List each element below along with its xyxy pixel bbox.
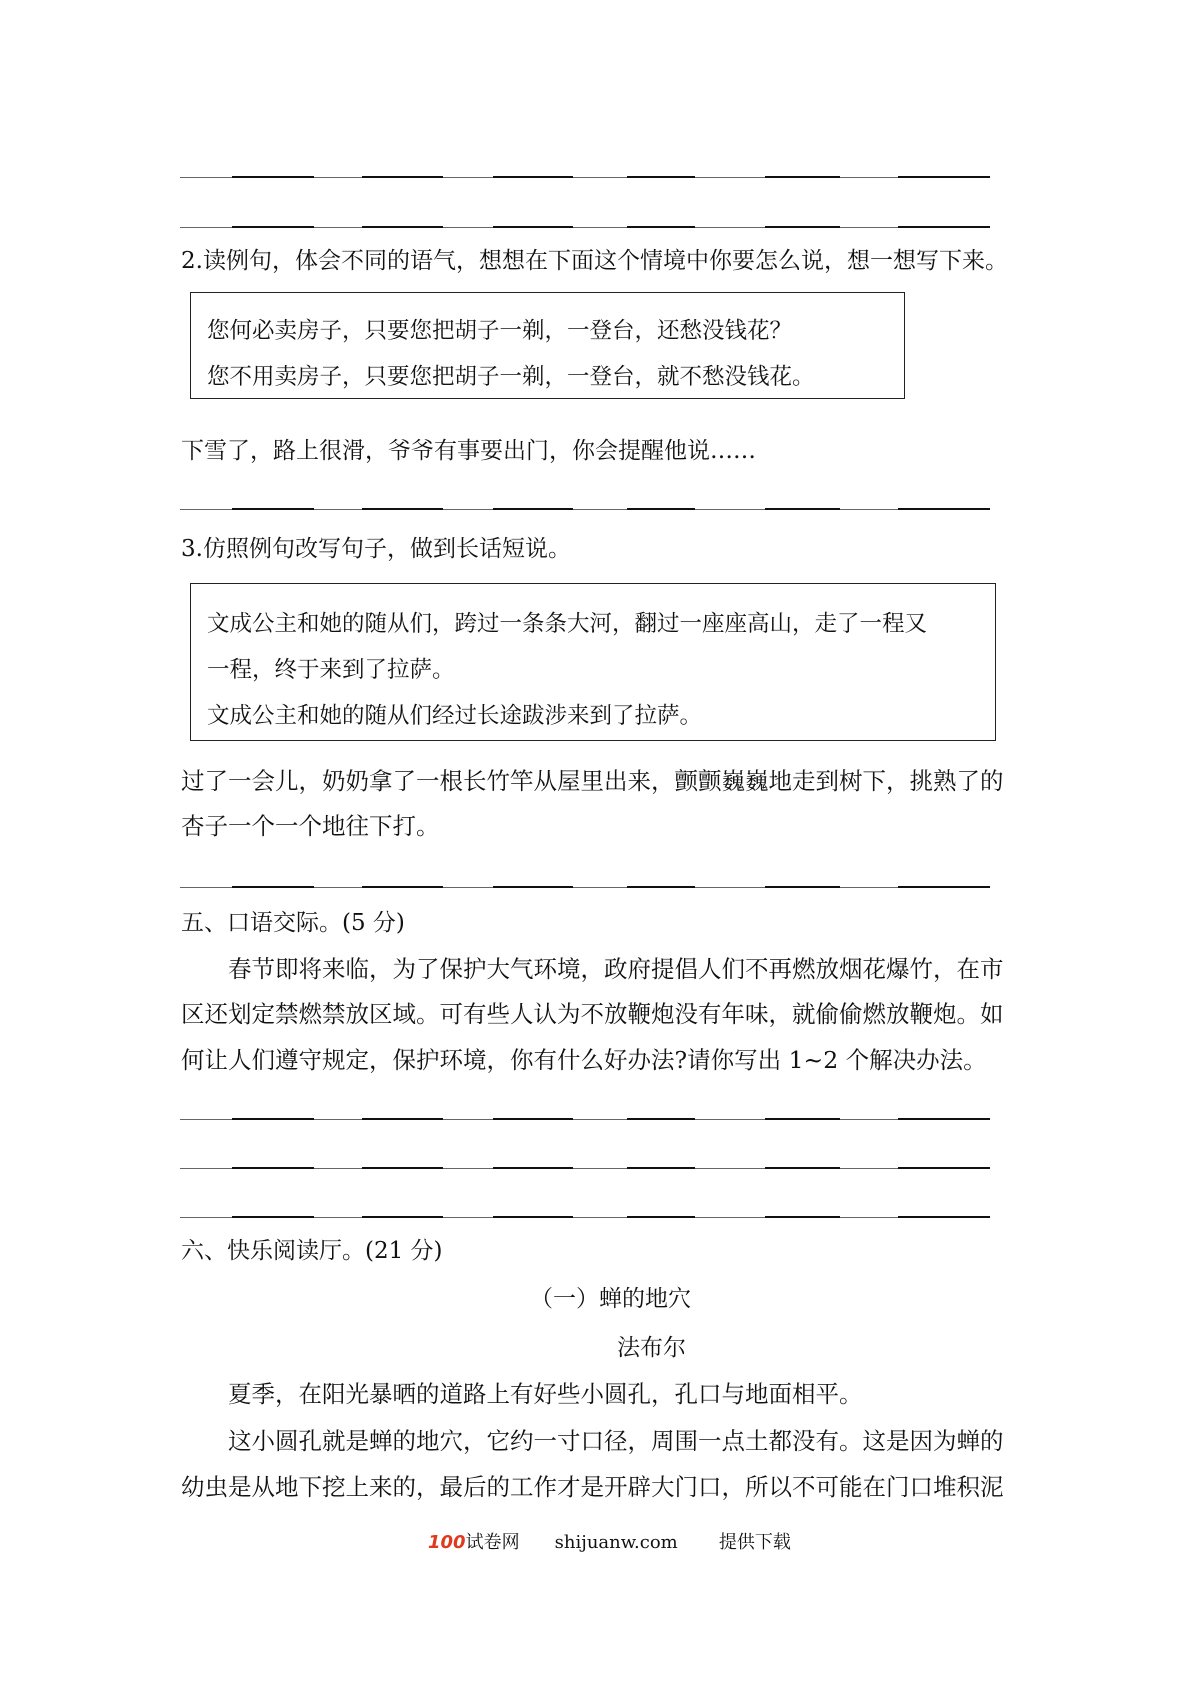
question-3-prompt: 3.仿照例句改写句子，做到长话短说。 [181,536,571,562]
answer-line-dash [232,886,314,888]
answer-line-dash [898,176,990,178]
answer-line-dash [765,886,840,888]
download-note: 提供下载 [718,1532,791,1553]
answer-line[interactable] [180,1200,990,1218]
question-2-prompt: 2.读例句，体会不同的语气，想想在下面这个情境中你要怎么说，想一想写下来。 [181,248,1008,274]
answer-line[interactable] [180,492,990,510]
answer-line-dash [627,1167,695,1169]
section-6-heading: 六、快乐阅读厅。(21 分) [181,1238,443,1264]
answer-line-dash [362,886,443,888]
answer-line-dash [493,226,573,228]
answer-line-dash [232,1167,314,1169]
answer-line-dash [627,1118,695,1120]
answer-line-dash [627,226,695,228]
answer-line-dash [493,1118,573,1120]
answer-line-dash [232,1118,314,1120]
example-sentence: 您何必卖房子，只要您把胡子一剃，一登台，还愁没钱花？ [207,318,793,344]
site-logo: 100 [428,1532,466,1553]
answer-line[interactable] [180,1102,990,1120]
answer-line-dash [765,1118,840,1120]
passage-paragraph: 夏季，在阳光暴晒的道路上有好些小圆孔，孔口与地面相平。 [228,1380,863,1408]
answer-line-dash [765,176,840,178]
answer-line[interactable] [180,160,990,178]
answer-line-dash [362,176,443,178]
example-box-q2 [190,292,905,399]
answer-line-dash [362,1118,443,1120]
passage-title: （一）蝉的地穴 [530,1286,691,1312]
answer-line-dash [627,886,695,888]
answer-line-dash [493,1216,573,1218]
answer-line-dash [493,1167,573,1169]
answer-line-dash [362,226,443,228]
example-sentence: 您不用卖房子，只要您把胡子一剃，一登台，就不愁没钱花。 [207,364,815,390]
answer-line-dash [765,226,840,228]
answer-line-dash [232,1216,314,1218]
answer-line-dash [232,176,314,178]
answer-line-dash [493,176,573,178]
answer-line[interactable] [180,870,990,888]
answer-line-dash [493,886,573,888]
answer-line-dash [765,1167,840,1169]
example-sentence: 一程，终于来到了拉萨。 [207,657,455,683]
rewrite-sentence-line: 过了一会儿，奶奶拿了一根长竹竿从屋里出来，颤颤巍巍地走到树下，挑熟了的 [181,767,1004,795]
answer-line[interactable] [180,1151,990,1169]
passage-paragraph: 幼虫是从地下挖上来的，最后的工作才是开辟大门口，所以不可能在门口堆积泥 [181,1473,1004,1501]
section-5-body: 区还划定禁燃禁放区域。可有些人认为不放鞭炮没有年味，就偷偷燃放鞭炮。如 [181,1000,1004,1028]
answer-line-dash [627,1216,695,1218]
answer-line-dash [898,1167,990,1169]
answer-line-dash [232,508,314,510]
answer-line-dash [898,226,990,228]
answer-line-dash [362,1216,443,1218]
answer-line-dash [898,508,990,510]
answer-line-dash [362,1167,443,1169]
answer-line-dash [232,226,314,228]
example-sentence: 文成公主和她的随从们，跨过一条条大河，翻过一座座高山，走了一程又 [207,611,928,637]
section-5-body: 春节即将来临，为了保护大气环境，政府提倡人们不再燃放烟花爆竹，在市 [228,955,1004,983]
example-sentence: 文成公主和她的随从们经过长途跋涉来到了拉萨。 [207,703,703,729]
answer-line-dash [898,886,990,888]
answer-line[interactable] [180,210,990,228]
site-url[interactable]: shijuanw.com [554,1532,678,1553]
answer-line-dash [627,176,695,178]
site-name: 试卷网 [465,1532,520,1553]
answer-line-dash [627,508,695,510]
scenario-text: 下雪了，路上很滑，爷爷有事要出门，你会提醒他说…… [181,438,756,464]
answer-line-dash [898,1216,990,1218]
passage-author: 法布尔 [617,1335,686,1361]
passage-paragraph: 这小圆孔就是蝉的地穴，它约一寸口径，周围一点土都没有。这是因为蝉的 [228,1427,1004,1455]
answer-line-dash [362,508,443,510]
footer [428,1528,791,1554]
rewrite-sentence-line: 杏子一个一个地往下打。 [181,812,440,840]
section-5-body: 何让人们遵守规定，保护环境，你有什么好办法?请你写出 1~2 个解决办法。 [181,1046,987,1074]
answer-line-dash [898,1118,990,1120]
answer-line-dash [765,1216,840,1218]
section-5-heading: 五、口语交际。(5 分) [181,910,405,936]
answer-line-dash [765,508,840,510]
example-box-q3 [190,583,996,741]
answer-line-dash [493,508,573,510]
